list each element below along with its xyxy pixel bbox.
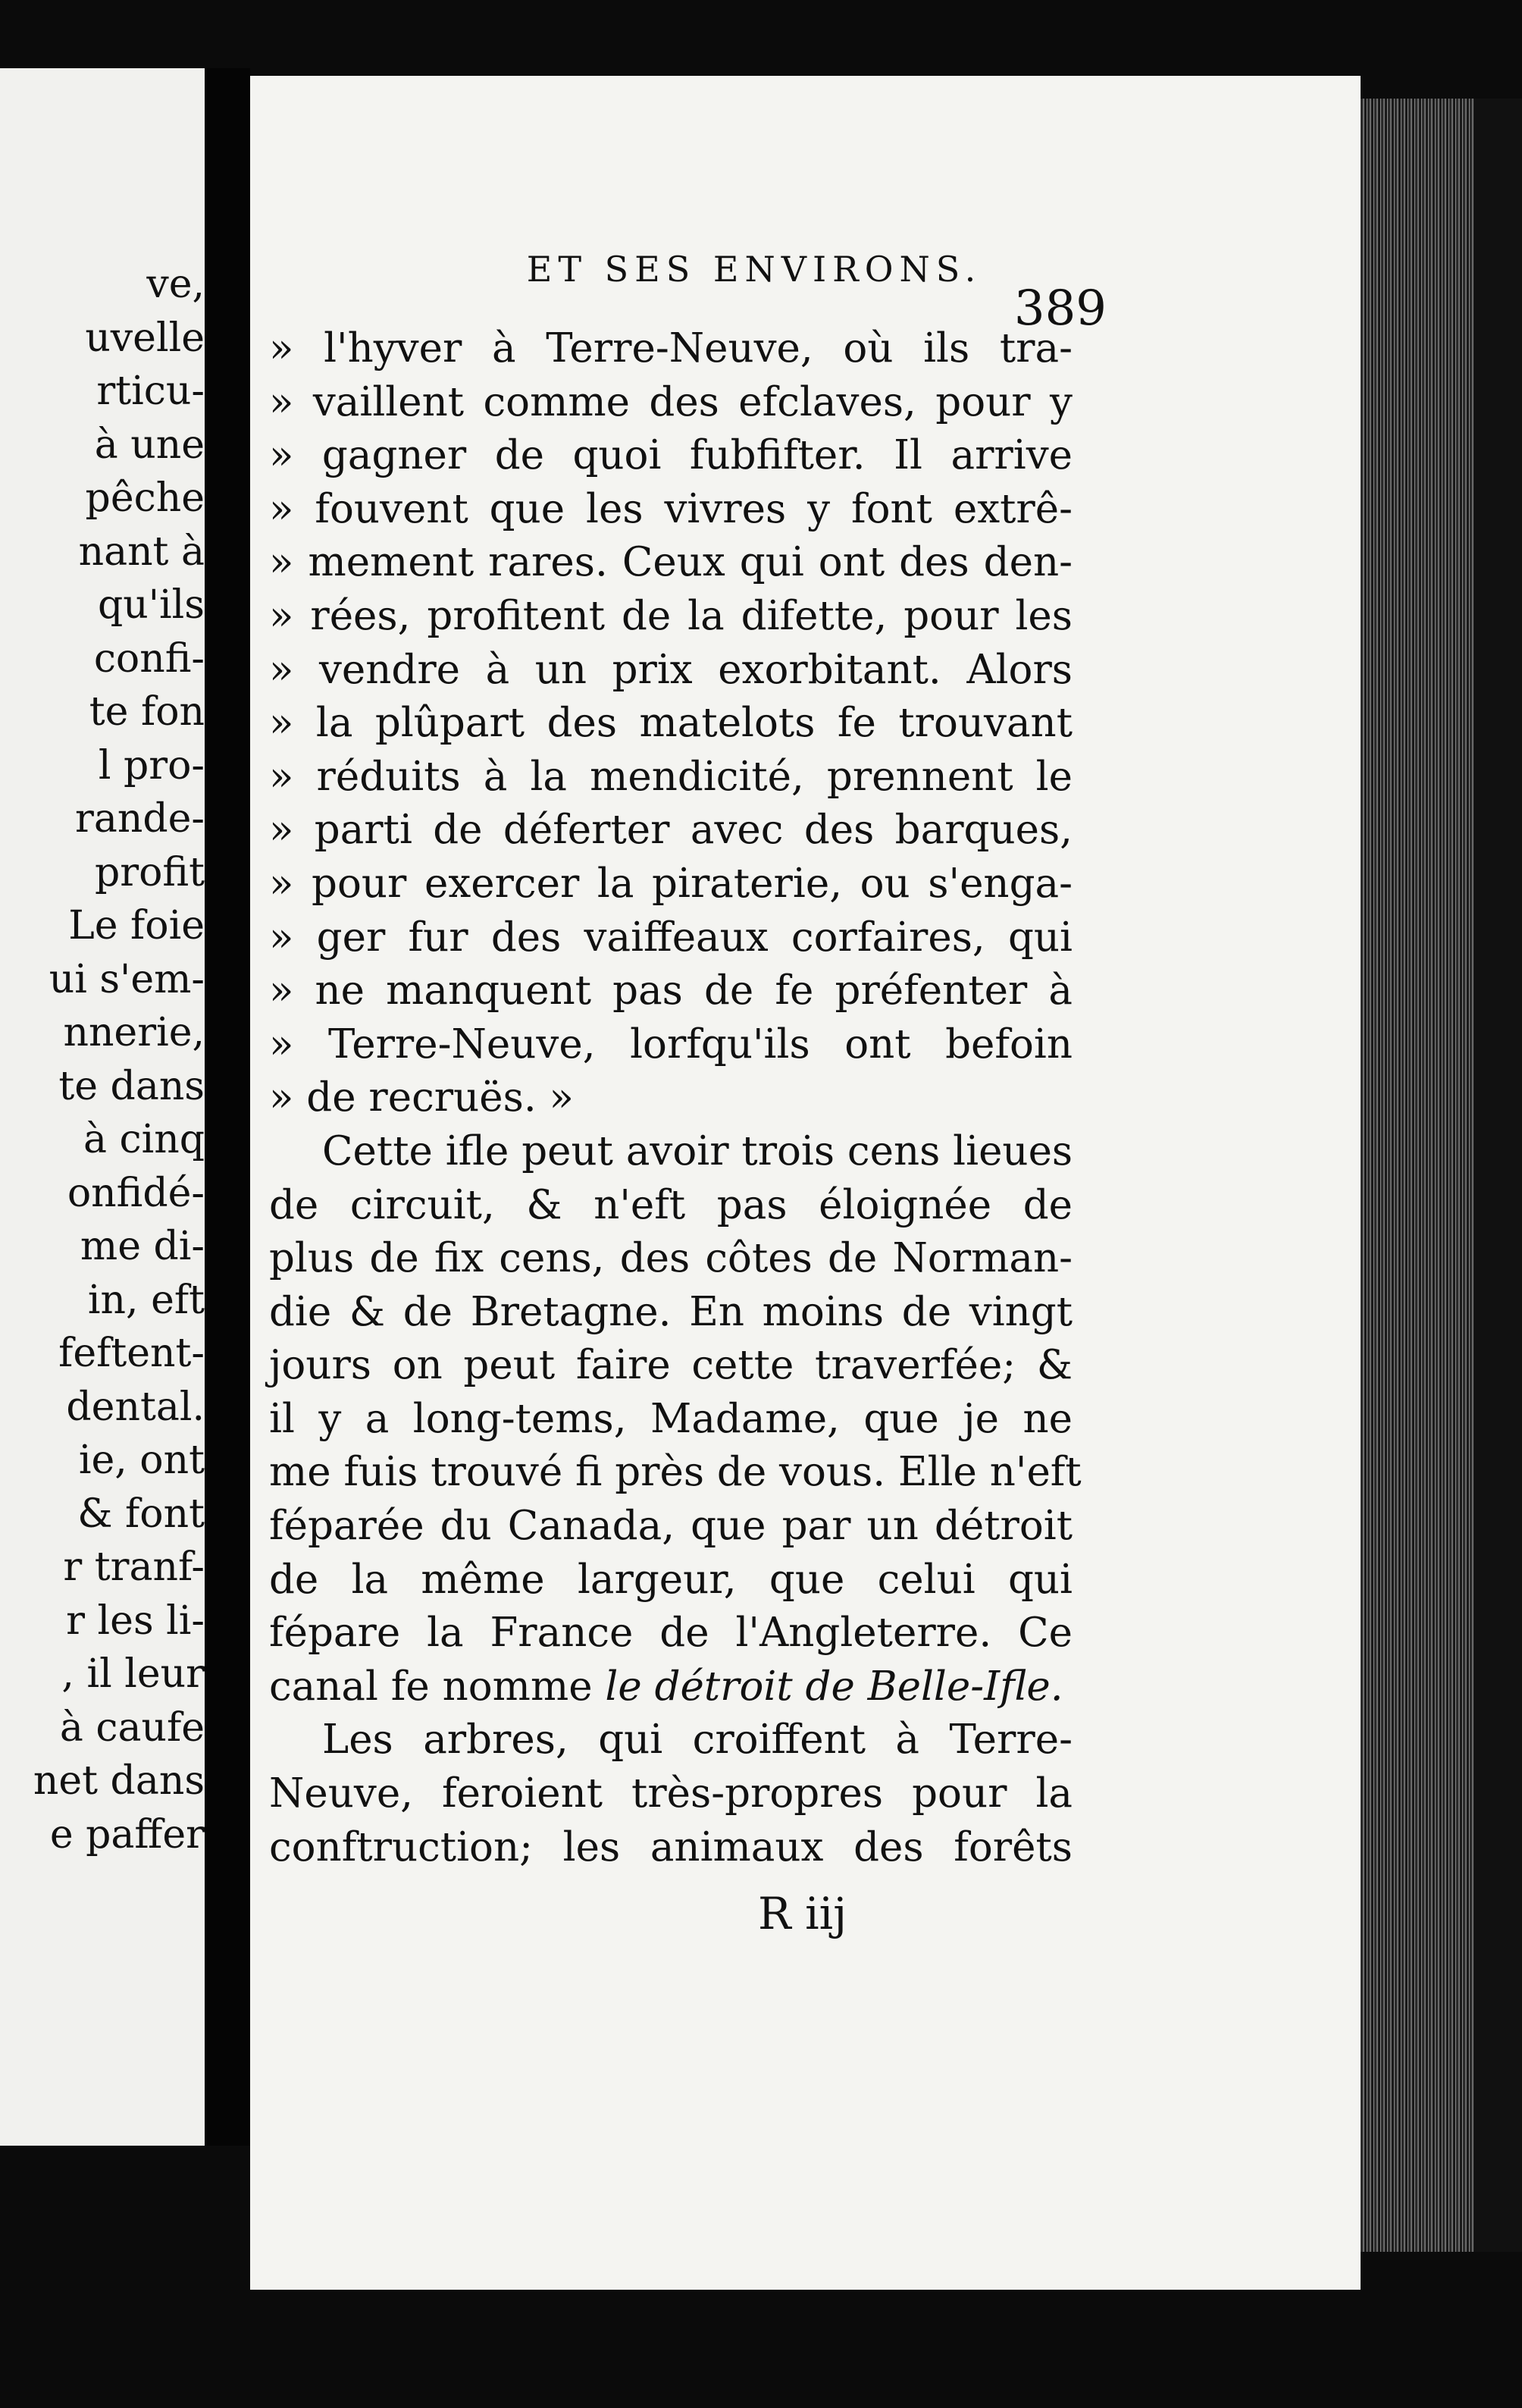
left-line: dental. xyxy=(66,1384,205,1430)
text-line: » Terre-Neuve, lorfqu'ils ont befoin xyxy=(269,1021,1073,1068)
left-line: rticu- xyxy=(96,368,205,414)
left-line: ui s'em- xyxy=(49,956,205,1002)
text-line: » vaillent comme des efclaves, pour y xyxy=(269,378,1073,425)
left-page-text xyxy=(0,258,205,1861)
left-line: l pro- xyxy=(98,742,205,789)
body-text xyxy=(269,322,1082,1874)
text-line: Neuve, feroient très-propres pour la xyxy=(269,1770,1073,1817)
left-line: & font xyxy=(77,1491,205,1537)
text-line: jours on peut faire cette traverfée; & xyxy=(269,1342,1073,1389)
left-line: ve, xyxy=(146,262,205,307)
text-line: » rées, profitent de la difette, pour les xyxy=(269,592,1073,639)
left-line: e paffer xyxy=(49,1811,205,1858)
left-line: confi- xyxy=(93,635,205,682)
book-gutter xyxy=(205,68,250,2146)
text-line: féparée du Canada, que par un détroit xyxy=(269,1503,1073,1550)
left-line: onfidé- xyxy=(67,1170,205,1216)
left-line: net dans xyxy=(33,1758,205,1804)
text-line: » gagner de quoi fubfifter. Il arrive xyxy=(269,432,1073,479)
left-line: uvelle xyxy=(85,315,205,361)
text-line: de la même largeur, que celui qui xyxy=(269,1556,1073,1603)
left-line: feftent- xyxy=(58,1331,205,1376)
text-line: » ger fur des vaiffeaux corfaires, qui xyxy=(269,914,1073,961)
text-line: conftruction; les animaux des forêts xyxy=(269,1823,1073,1870)
paragraph-start-line: Les arbres, qui croiffent à Terre- xyxy=(322,1717,1073,1764)
left-line: ie, ont xyxy=(78,1438,205,1483)
left-line: rande- xyxy=(75,796,205,842)
left-line: qu'ils xyxy=(97,582,205,628)
left-line: nnerie, xyxy=(63,1010,205,1055)
left-line: me di- xyxy=(80,1224,205,1269)
text-line: » la plûpart des matelots fe trouvant xyxy=(269,700,1073,747)
left-line: à cinq xyxy=(83,1117,205,1162)
text-line: me fuis trouvé fi près de vous. Elle n'eft xyxy=(269,1449,1082,1496)
left-line: à caufe xyxy=(59,1704,205,1751)
left-line: , il leur xyxy=(61,1651,205,1697)
left-line: r les li- xyxy=(66,1597,205,1644)
text-fragment: canal fe nomme xyxy=(269,1663,593,1710)
text-line: » pour exercer la piraterie, ou s'enga- xyxy=(269,860,1073,907)
left-line: profit xyxy=(94,849,205,895)
text-line: » ne manquent pas de fe préfenter à xyxy=(269,967,1073,1014)
left-line: te fon xyxy=(89,689,205,735)
left-line: pêche xyxy=(85,475,205,521)
text-line: plus de fix cens, des côtes de Norman- xyxy=(269,1235,1073,1282)
running-head: ET SES ENVIRONS. xyxy=(526,249,982,290)
page-edge-shadow xyxy=(1474,99,1522,2252)
text-line: » parti de déferter avec des barques, xyxy=(269,807,1073,854)
page-edge xyxy=(1361,99,1474,2252)
left-page xyxy=(0,68,205,2146)
left-line: à une xyxy=(94,422,205,468)
text-line: » fouvent que les vivres y font extrê- xyxy=(269,485,1073,532)
signature-mark: R iij xyxy=(758,1888,847,1939)
text-line: de circuit, & n'eft pas éloignée de xyxy=(269,1181,1073,1228)
text-line: » l'hyver à Terre-Neuve, où ils tra- xyxy=(269,325,1073,372)
text-line: fépare la France de l'Angleterre. Ce xyxy=(269,1610,1073,1657)
left-line: r tranf- xyxy=(63,1544,205,1590)
left-line: in, eft xyxy=(87,1277,205,1323)
text-line-with-italic xyxy=(269,1660,1073,1714)
text-line: il y a long-tems, Madame, que je ne xyxy=(269,1395,1073,1442)
left-line: Le foie xyxy=(68,903,205,948)
page-number: 389 xyxy=(1013,281,1107,337)
left-line: nant à xyxy=(78,528,205,575)
text-line: » de recruës. » xyxy=(269,1074,574,1121)
paragraph-start-line: Cette ifle peut avoir trois cens lieues xyxy=(322,1127,1073,1174)
left-line: te dans xyxy=(58,1063,205,1109)
text-line: die & de Bretagne. En moins de vingt xyxy=(269,1288,1073,1335)
text-line: » réduits à la mendicité, prennent le xyxy=(269,753,1073,800)
text-line: » vendre à un prix exorbitant. Alors xyxy=(269,646,1073,693)
text-line: » mement rares. Ceux qui ont des den- xyxy=(269,539,1073,586)
italic-place-name: le détroit de Belle-Ifle. xyxy=(605,1663,1063,1710)
